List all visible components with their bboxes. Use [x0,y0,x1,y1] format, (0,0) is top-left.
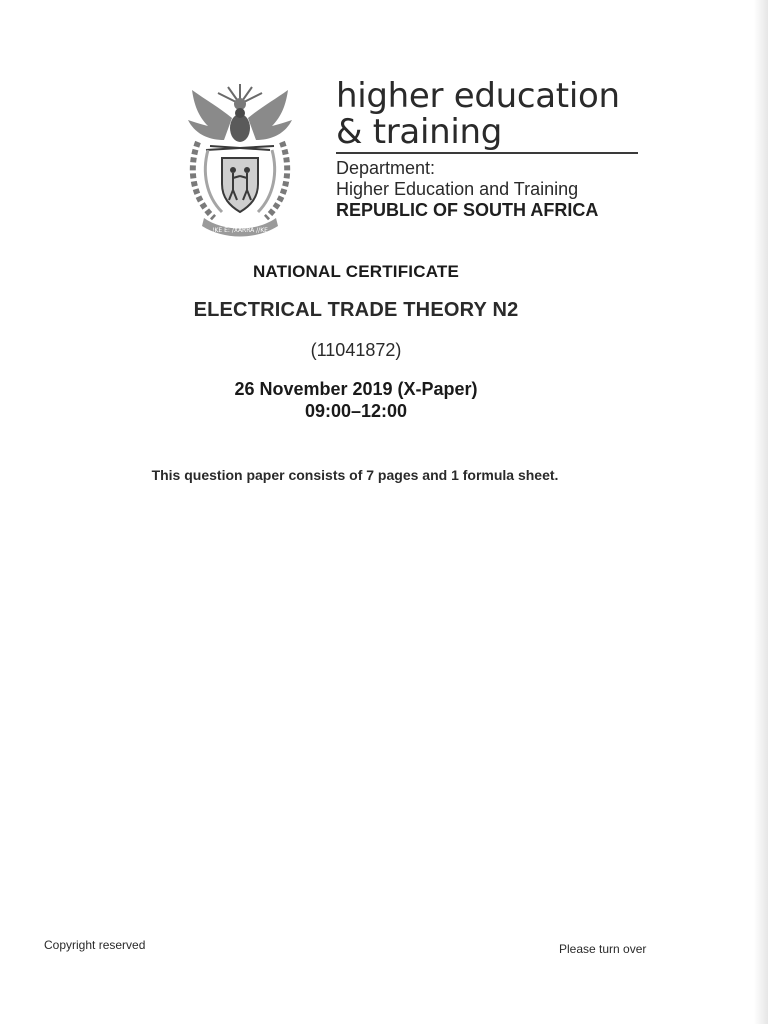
svg-text:!KE E: /XARRA //KE: !KE E: /XARRA //KE [212,227,268,234]
brand-title [336,78,620,150]
department-block [336,158,598,221]
exam-date: 26 November 2019 (X-Paper) [234,379,478,399]
certificate-title: NATIONAL CERTIFICATE [252,262,460,281]
header-divider [336,152,638,154]
brand-title-line2: & training [336,112,503,152]
copyright-notice: Copyright reserved [44,938,146,952]
subject-code: (11041872) [310,340,402,360]
department-name: Higher Education and Training [336,179,579,199]
department-label: Department: [336,158,436,178]
country-name: REPUBLIC OF SOUTH AFRICA [336,200,599,220]
page-edge-shadow [754,0,768,1024]
page-count-note: This question paper consists of 7 pages and 1 formula sheet. [151,467,559,483]
brand-title-line1: higher education [336,76,620,116]
coat-of-arms-emblem [180,80,300,240]
exam-time: 09:00–12:00 [304,401,408,421]
turn-over-notice: Please turn over [559,942,647,956]
subject-title: ELECTRICAL TRADE THEORY N2 [193,299,519,321]
